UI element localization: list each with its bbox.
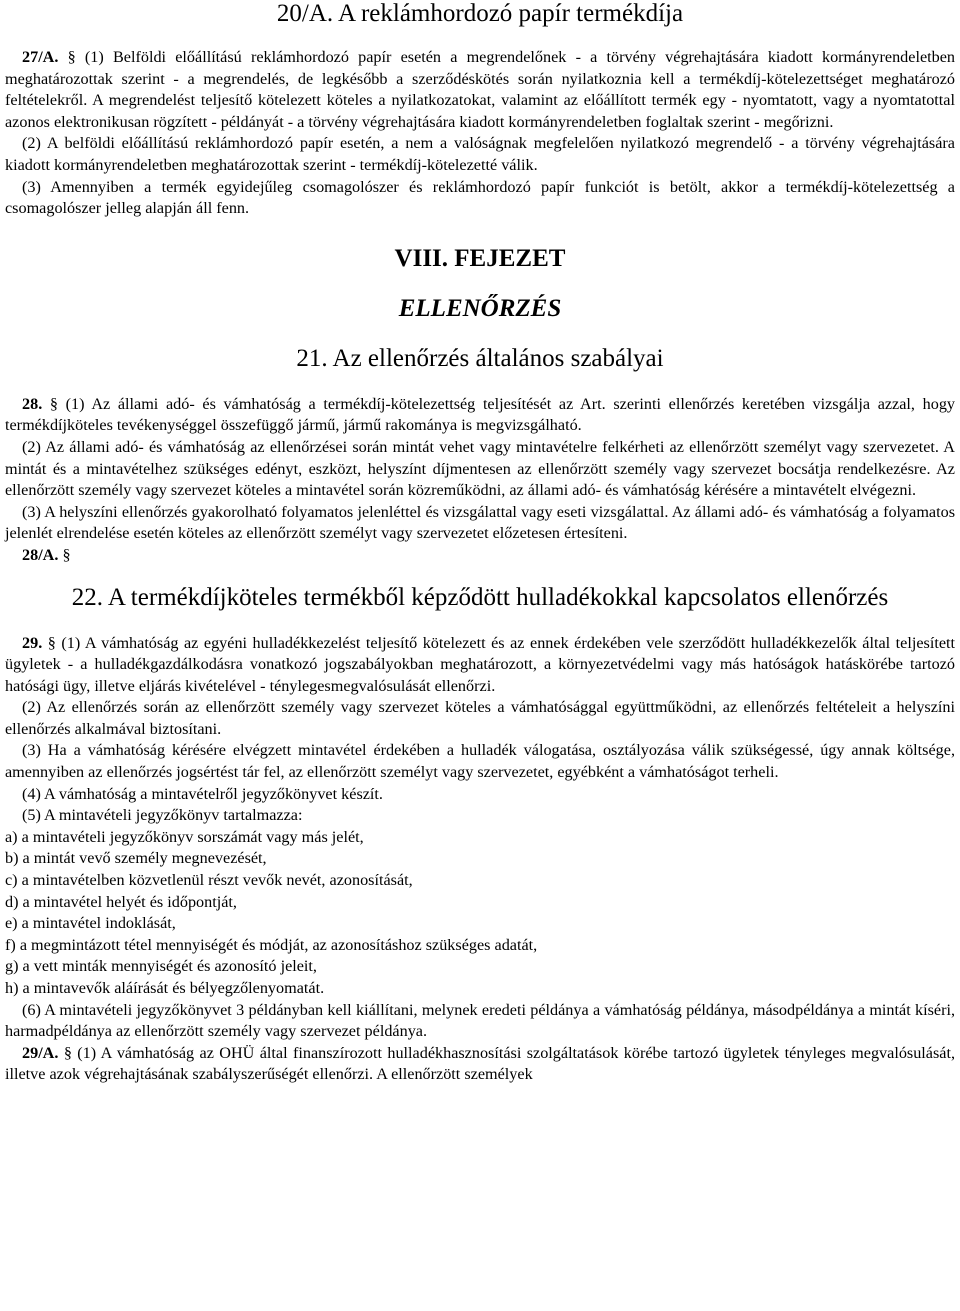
paragraph-text: (1) Belföldi előállítású reklámhordozó papír esetén a megrendelőnek - a törvény végrehajtására kiadott kormányrendeletben meghatározottak szerint - a megrendelés, de legkésőbb a szerződéskötés során nyilatkoznia kell a termékdíj-kötelezettséget meghatározó feltételekről. A megrendelést teljesítő kötelezett köteles a nyilatkozatokat, valamint az előállított termék egy - nyomtatott, vagy a nyomtatottal azonos elektronikusan rögzített - példányát - a törvény végrehajtására kiadott kormányrendeletben foglaltak szerint - megőrizni. — [5, 48, 956, 131]
spacer — [5, 613, 955, 633]
section-symbol: § — [63, 1043, 72, 1062]
section-symbol: § — [47, 633, 56, 652]
paragraph-text: (1) A vámhatóság az egyéni hulladékkezelést teljesítő kötelezett és az ennek érdekében vele szerződött hulladékkezelők által teljesített ügyletek - a hulladékgazdálkodásra vonatkozó jogszabályokban meghatározott, a környezetvédelmi vagy más hatóságok hatáskörébe tartozó hatósági ügy, illetve eljárás kivételével - ténylegesmegvalósulását ellenőrzi. — [5, 633, 956, 695]
paragraph-29-5: (5) A mintavételi jegyzőkönyv tartalmazza: — [22, 806, 303, 825]
spacer — [5, 567, 955, 583]
list-item: d) a mintavétel helyét és időpontját, — [5, 892, 237, 911]
section-symbol: § — [62, 545, 71, 564]
list-item: b) a mintát vevő személy megnevezését, — [5, 849, 267, 868]
paragraph-29-2: (2) Az ellenőrzés során az ellenőrzött személy vagy szervezet köteles a vámhatósággal együttműködni, az ellenőrzés feltételeit a helyszíni ellenőrzés alkalmával biztosítani. — [5, 698, 955, 738]
spacer — [5, 374, 955, 394]
section-number: 28. — [22, 394, 43, 413]
document-page — [5, 0, 955, 1086]
paragraph-28-1 — [5, 394, 955, 437]
spacer — [5, 324, 955, 344]
paragraph-28a — [5, 545, 955, 567]
paragraph-29-1 — [5, 633, 955, 698]
spacer — [5, 274, 955, 294]
spacer — [5, 220, 955, 244]
paragraph-29a-1 — [5, 1043, 955, 1086]
spacer — [5, 29, 955, 47]
content-list — [5, 827, 955, 1000]
list-item: a) a mintavételi jegyzőkönyv sorszámát vagy más jelét, — [5, 827, 364, 846]
paragraph-text: (1) Az állami adó- és vámhatóság a termékdíj-kötelezettség teljesítését az Art. szerinti ellenőrzés keretében vizsgálja azzal, hogy termékdíjköteles tevékenységgel összefüggő jármű, jármű rakománya is megvizsgálható. — [5, 394, 956, 435]
paragraph-28-3: (3) A helyszíni ellenőrzés gyakorolható folyamatos jelenléttel és vizsgálattal vagy eseti vizsgálattal. Az állami adó- és vámhatóság a folyamatos jelenlét elrendelése esetén köteles az ellenőrzött személyt vagy szervezetet előzetesen értesíteni. — [5, 502, 955, 543]
chapter-number: VIII. FEJEZET — [394, 244, 566, 272]
list-item: e) a mintavétel indoklását, — [5, 914, 176, 933]
section-number: 28/A. — [22, 545, 59, 564]
list-item: h) a mintavevők aláírását és bélyegzőlenyomatát. — [5, 979, 325, 997]
section-number: 27/A. — [22, 48, 59, 66]
section-number: 29. — [22, 633, 43, 652]
paragraph-27a-2: (2) A belföldi előállítású reklámhordozó papír esetén, a nem a valóságnak megfelelően nyilatkozó megrendelő - a törvény végrehajtására kiadott kormányrendeletben meghatározottak szerint - termékdíj-kötelezetté válik. — [5, 134, 955, 174]
chapter-title: ELLENŐRZÉS — [398, 294, 562, 322]
list-item: c) a mintavételben közvetlenül részt vevők nevét, azonosítását, — [5, 871, 413, 890]
paragraph-29-4: (4) A vámhatóság a mintavételről jegyzőkönyvet készít. — [22, 784, 383, 803]
section-title-21: 21. Az ellenőrzés általános szabályai — [296, 344, 664, 372]
paragraph-29-3: (3) Ha a vámhatóság kérésére elvégzett mintavétel érdekében a hulladék válogatása, osztályozása válik szükségessé, úgy annak költsége, amennyiben az ellenőrzés jogsértést tár fel, az ellenőrzött személyt vagy szervezetet, egyébként a vámhatóságot terheli. — [5, 741, 955, 782]
section-title-22: 22. A termékdíjköteles termékből képződött hulladékokkal kapcsolatos ellenőrzés — [71, 583, 889, 611]
paragraph-text: (1) A vámhatóság az OHÜ által finanszírozott hulladékhasznosítási szolgáltatások körébe tartozó ügyletek tényleges megvalósulását, illetve azok végrehajtásának szabályszerűségét ellenőrzi. A ellenőrzött személyek — [5, 1043, 956, 1084]
section-symbol: § — [67, 48, 76, 66]
paragraph-29-6: (6) A mintavételi jegyzőkönyvet 3 példányban kell kiállítani, melynek eredeti példánya a vámhatóság példánya, másodpéldánya a mintát kíséri, harmadpéldánya az ellenőrzött személy vagy szervezet példánya. — [5, 1000, 955, 1041]
paragraph-27a-3: (3) Amennyiben a termék egyidejűleg csomagolószer és reklámhordozó papír funkciót is betölt, akkor a termékdíj-kötelezettség a csomagolószer jelleg alapján áll fenn. — [5, 177, 955, 218]
paragraph-27a-1 — [5, 47, 955, 133]
list-item: f) a megmintázott tétel mennyiségét és módját, az azonosításhoz szükséges adatát, — [5, 935, 538, 954]
section-symbol: § — [49, 394, 58, 413]
section-title-20a: 20/A. A reklámhordozó papír termékdíja — [276, 0, 684, 27]
section-number: 29/A. — [22, 1043, 59, 1062]
paragraph-28-2: (2) Az állami adó- és vámhatóság az ellenőrzései során mintát vehet vagy mintavételre felkérheti az ellenőrzött személyt vagy szervezetet. A mintát és a mintavételhez szükséges edényt, eszközt, helyszínt díjmentesen az ellenőrzött személy vagy szervezet bocsátja rendelkezésre. Az ellenőrzött személy vagy szervezet köteles a mintavétel során közreműködni, az állami adó- és vámhatóság kérésére a mintavételt elvégezni. — [5, 437, 955, 500]
list-item: g) a vett minták mennyiségét és azonosító jeleit, — [5, 957, 317, 976]
